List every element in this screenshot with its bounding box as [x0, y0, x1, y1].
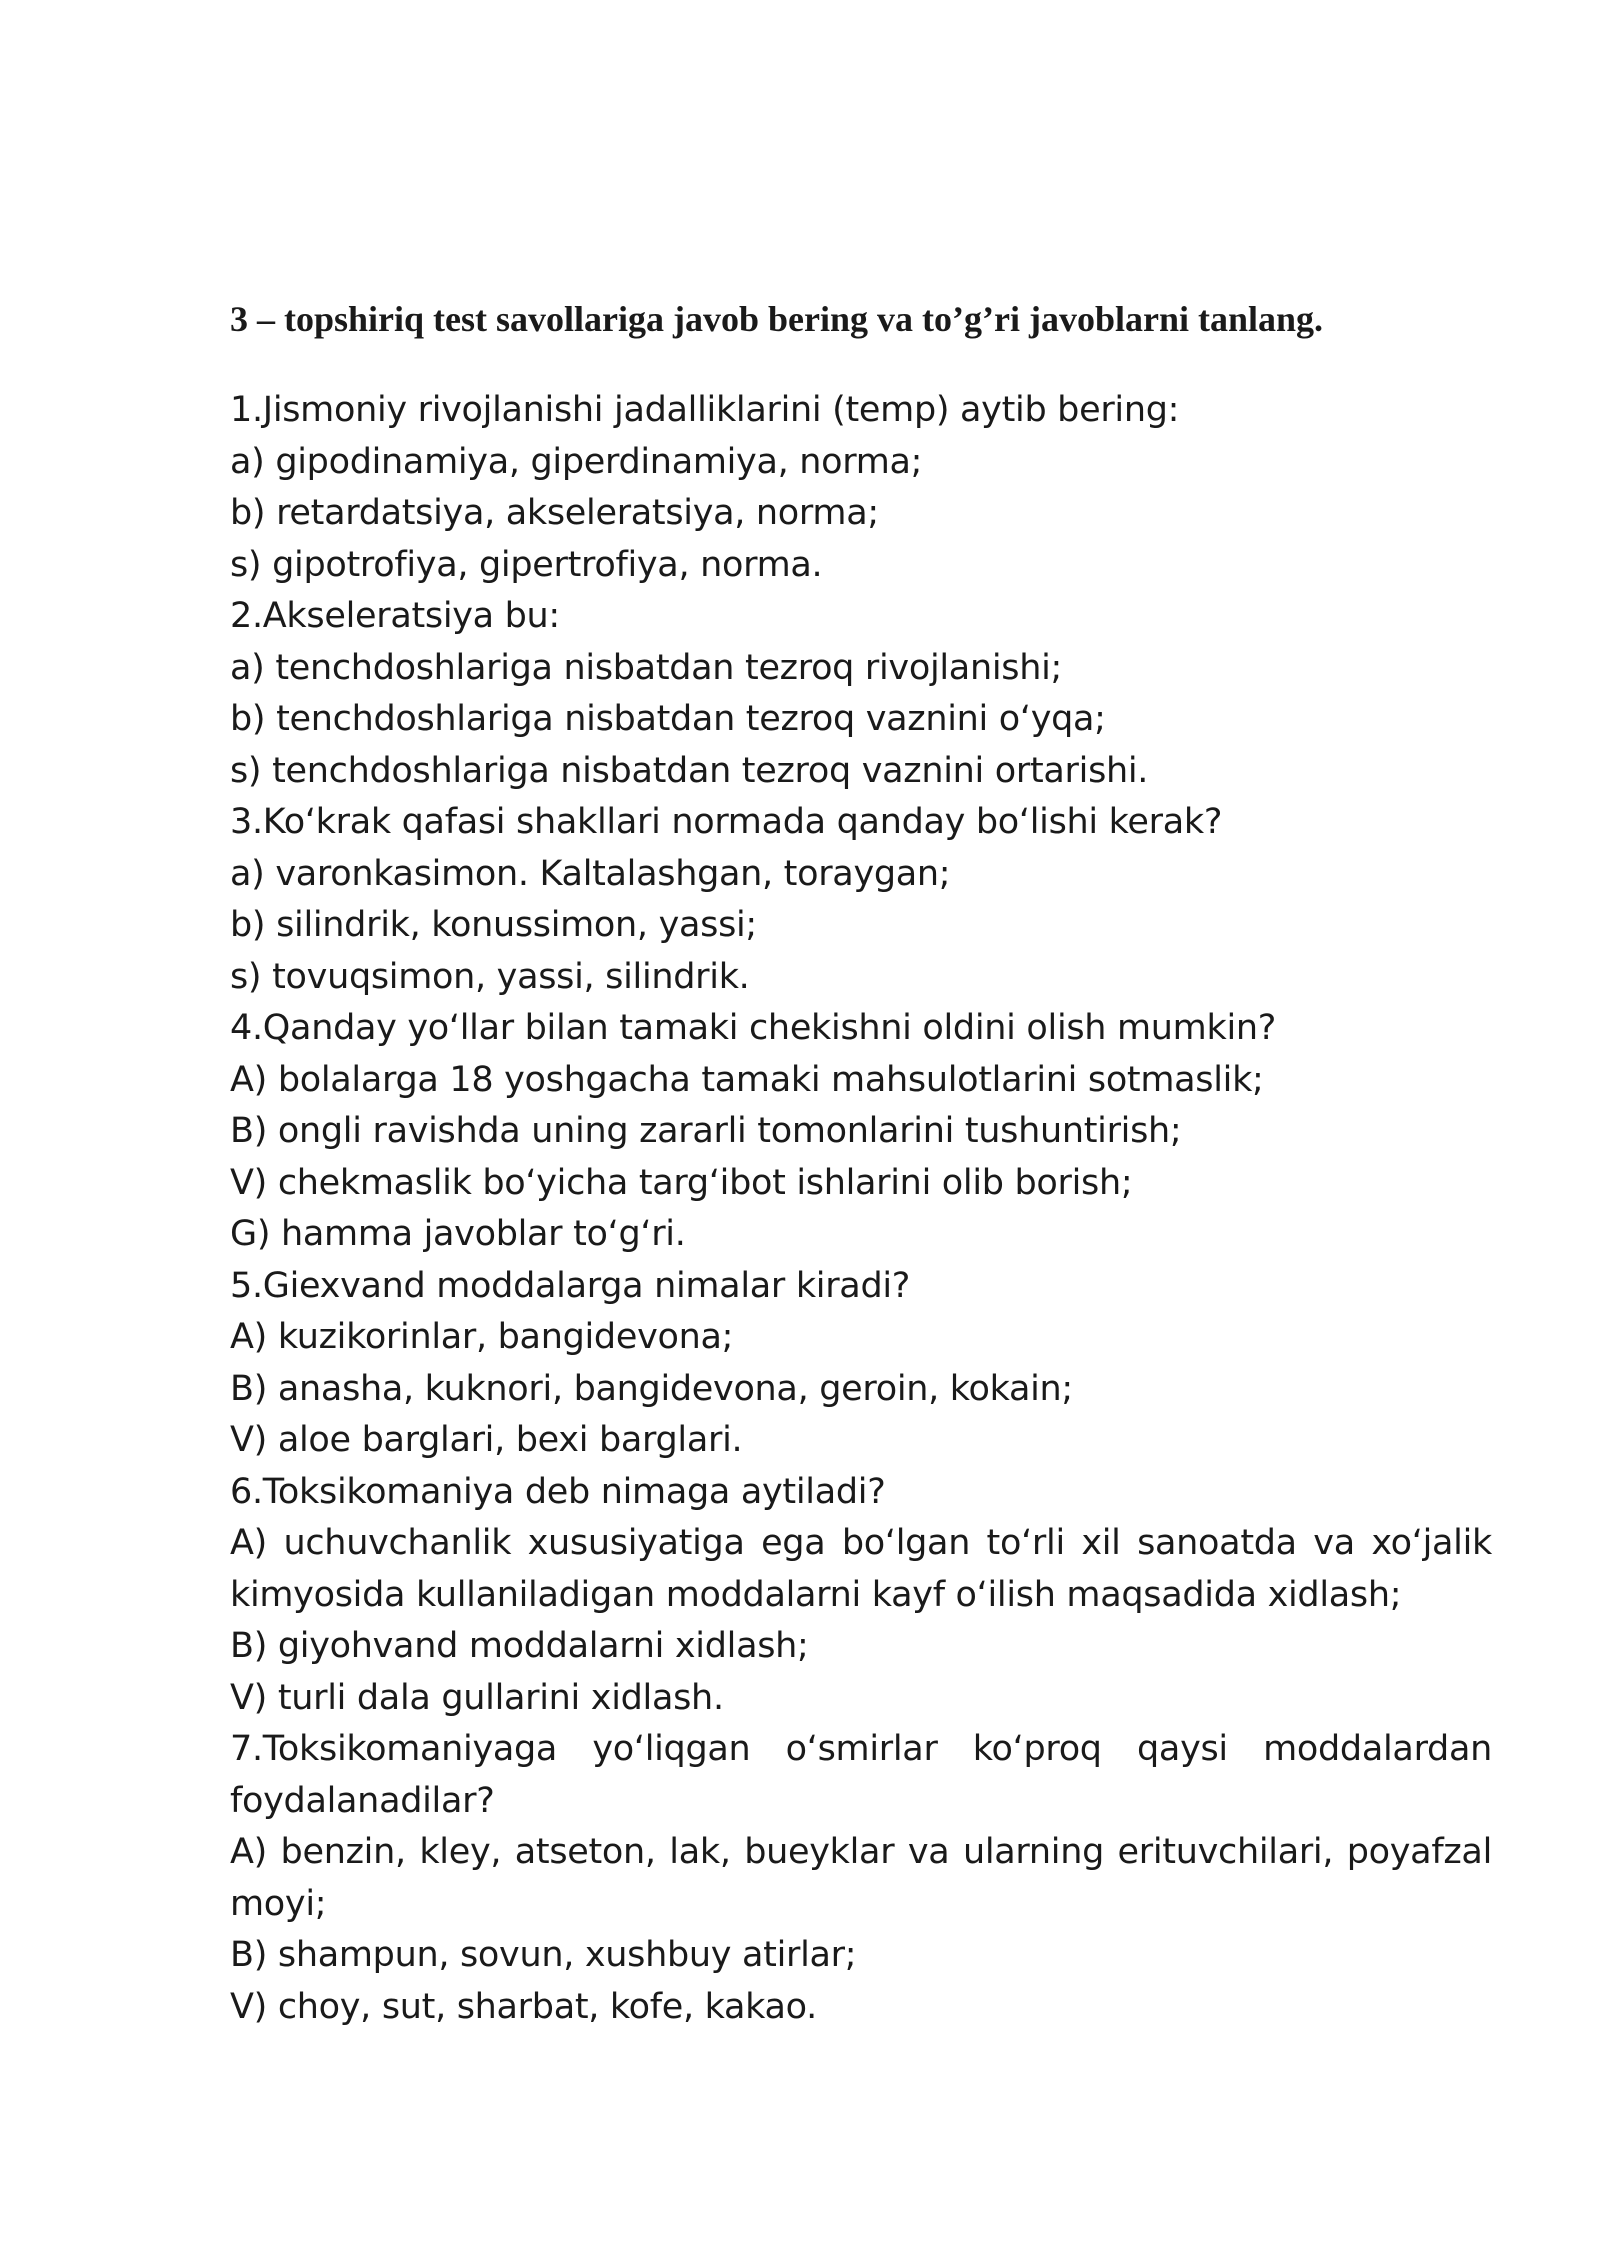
answer-option: V) aloe barglari, bexi barglari. — [230, 1420, 743, 1460]
answer-option: B) anasha, kuknori, bangidevona, geroin, kokain; — [230, 1368, 1073, 1409]
answer-option: G) hamma javoblar to‘g‘ri. — [230, 1214, 686, 1254]
answer-option: B) ongli ravishda uning zararli tomonlarini tushuntirish; — [230, 1111, 1182, 1151]
answer-option: B) shampun, sovun, xushbuy atirlar; — [230, 1935, 857, 1975]
answer-option: B) giyohvand moddalarni xidlash; — [230, 1626, 809, 1666]
answer-option: b) retardatsiya, akseleratsiya, norma; — [230, 493, 879, 533]
answer-option: s) tenchdoshlariga nisbatdan tezroq vaznini ortarishi. — [230, 750, 1149, 791]
answer-option: b) tenchdoshlariga nisbatdan tezroq vaznini o‘yqa; — [230, 699, 1106, 739]
question-text: 5.Giexvand moddalarga nimalar kiradi? — [230, 1265, 911, 1306]
answer-option: s) gipotrofiya, gipertrofiya, norma. — [230, 544, 823, 585]
question-6 — [230, 1467, 1492, 1725]
answer-option: a) gipodinamiya, giperdinamiya, norma; — [230, 441, 923, 482]
question-text: 7.Toksikomaniyaga yo‘liqgan o‘smirlar ko‘proq qaysi moddalardan foydalanadilar? — [230, 1729, 1492, 1821]
document-page — [230, 295, 1492, 2033]
answer-option: A) bolalarga 18 yoshgacha tamaki mahsulotlarini sotmaslik; — [230, 1059, 1264, 1100]
question-text: 3.Ko‘krak qafasi shakllari normada qanday bo‘lishi kerak? — [230, 802, 1223, 842]
task-heading: 3 – topshiriq test savollariga javob bering va to’g’ri javoblarni tanlang. — [230, 299, 1324, 339]
answer-option: V) turli dala gullarini xidlash. — [230, 1677, 724, 1718]
answer-option: A) uchuvchanlik xususiyatiga ega bo‘lgan to‘rli xil sanoatda va xo‘jalik kimyosida kullaniladigan moddalarni kayf o‘ilish maqsadida xidlash; — [230, 1523, 1492, 1615]
answer-option: A) benzin, kley, atseton, lak, bueyklar va ularning erituvchilari, poyafzal moyi; — [230, 1832, 1492, 1924]
answer-option: b) silindrik, konussimon, yassi; — [230, 905, 757, 945]
question-1 — [230, 385, 1492, 591]
question-5 — [230, 1261, 1492, 1467]
answer-option: s) tovuqsimon, yassi, silindrik. — [230, 956, 750, 997]
question-text: 1.Jismoniy rivojlanishi jadalliklarini (temp) aytib bering: — [230, 390, 1180, 430]
question-text: 6.Toksikomaniya deb nimaga aytiladi? — [230, 1471, 886, 1512]
test-questions — [230, 385, 1492, 2033]
answer-option: a) varonkasimon. Kaltalashgan, toraygan; — [230, 853, 951, 894]
question-text: 2.Akseleratsiya bu: — [230, 596, 560, 636]
answer-option: V) choy, sut, sharbat, kofe, kakao. — [230, 1986, 817, 2027]
answer-option: a) tenchdoshlariga nisbatdan tezroq rivojlanishi; — [230, 647, 1062, 688]
question-7 — [230, 1724, 1492, 2033]
question-4 — [230, 1003, 1492, 1261]
question-2 — [230, 591, 1492, 797]
question-text: 4.Qanday yo‘llar bilan tamaki chekishni oldini olish mumkin? — [230, 1008, 1277, 1048]
answer-option: A) kuzikorinlar, bangidevona; — [230, 1317, 734, 1357]
question-3 — [230, 797, 1492, 1003]
answer-option: V) chekmaslik bo‘yicha targ‘ibot ishlarini olib borish; — [230, 1162, 1133, 1203]
